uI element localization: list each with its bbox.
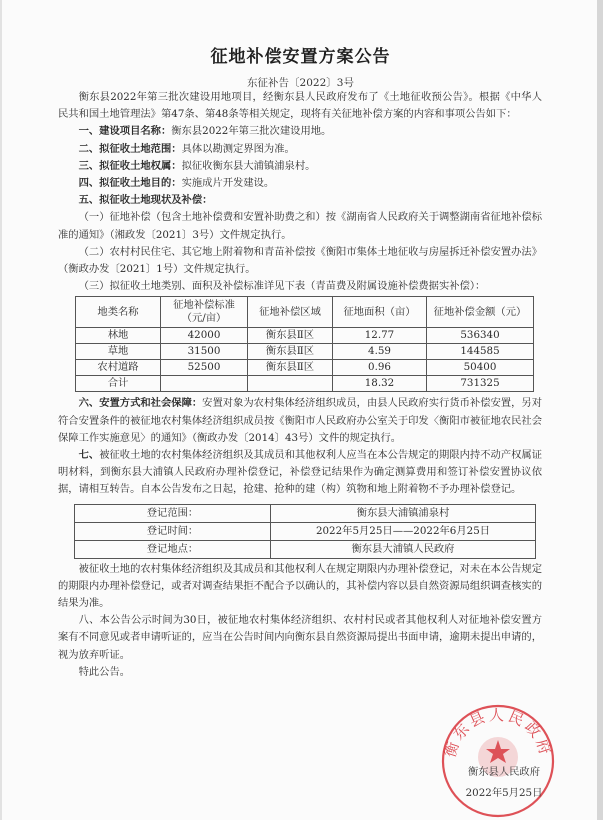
section-text: 被征收土地的农村集体经济组织及其成员和其他权利人应当在本公告规定的期限内持不动产权属证明材料，到衡东县大浦镇人民政府办理补偿登记，补偿登记结果作为确定测算费用和签订补偿安置协议依据，请相互转告。自本公告发布之日起，抢建、抢种的建（构）筑物和地上附着物不予办理补偿登记。 <box>58 449 543 496</box>
cell-total-amount: 731325 <box>427 376 534 392</box>
section-heading: 一、建设项目名称： <box>78 125 172 138</box>
compensation-table <box>75 296 534 392</box>
header-land-type: 地类名称 <box>76 297 161 328</box>
registration-value: 2022年5月25日——2022年6月25日 <box>271 522 536 540</box>
section-heading: 二、拟征收土地范围： <box>78 142 182 155</box>
section-text: 拟征收衡东县大浦镇浦泉村。 <box>181 159 316 172</box>
header-standard-line2: （元/亩） <box>181 312 227 325</box>
section-5 <box>58 192 542 209</box>
signature-issuer: 衡东县人民政府 <box>467 766 541 778</box>
section-8: 八、本公告公示时间为30日，被征地农村集体经济组织、农村村民或者其他权利人对征地补偿安置方案有不同意见或者申请听证的，应当在公告时间内向衡东县自然资源局提出书面申请，逾期未提出申请的，视为放弃听证。 <box>58 614 542 661</box>
cell-amount: 144585 <box>427 344 534 360</box>
cell-area: 0.96 <box>333 360 427 376</box>
cell-area: 4.59 <box>333 344 427 360</box>
cell-land-type: 草地 <box>76 344 161 360</box>
sub-item-2: （二）农村村民住宅、其它地上附着物和青苗补偿按《衡阳市集体土地征收与房屋拆迁补偿安置办法》（衡政办发〔2021〕1号）文件规定执行。 <box>58 245 542 276</box>
registration-value: 衡东县大浦镇浦泉村 <box>271 504 536 522</box>
section-text: 衡东县2022年第三批次建设用地。 <box>171 125 332 138</box>
cell-total-label: 合计 <box>76 376 161 392</box>
sub-item-3: （三）拟征收土地类别、面积及补偿标准详见下表（青苗费及附属设施补偿费据实补偿）： <box>78 280 486 293</box>
registration-value: 衡东县大浦镇人民政府 <box>271 540 536 558</box>
cell-standard: 31500 <box>161 344 248 360</box>
table-row <box>76 328 534 344</box>
registration-label: 登记范围： <box>75 504 271 522</box>
registration-label: 登记地点： <box>75 540 271 558</box>
registration-row <box>75 540 536 558</box>
table-total-row <box>76 376 534 392</box>
cell-standard <box>161 376 248 392</box>
header-standard <box>161 297 248 328</box>
header-amount: 征地补偿金额（元） <box>427 297 534 328</box>
document-number: 东征补告〔2022〕3号 <box>247 77 354 89</box>
registration-table <box>74 504 536 559</box>
section-6 <box>58 395 542 447</box>
document-title: 征地补偿安置方案公告 <box>210 47 391 67</box>
sub-item-1: （一）征地补偿（包含土地补偿费和安置补助费之和）按《湖南省人民政府关于调整湖南省征地补偿标准的通知》（湘政发〔2021〕3号）文件规定执行。 <box>58 211 542 241</box>
cell-standard: 52500 <box>161 360 248 376</box>
section-heading: 六、安置方式和社会保障： <box>78 397 203 410</box>
section-heading: 七、 <box>78 449 100 462</box>
section-text: 实施成片开发建设。 <box>181 177 275 190</box>
section-text: 具体以勘测定界图为准。 <box>181 142 295 155</box>
section-7 <box>58 447 542 499</box>
header-standard-line1: 征地补偿标准 <box>173 299 235 312</box>
after-registration-paragraph: 被征收土地的农村集体经济组织及其成员和其他权利人在规定期限内办理补偿登记，对未在本公告规定的期限内办理补偿登记，或者对调查结果拒不配合予以确认的，其补偿内容以县自然资源局组织调查核实的结果为准。 <box>58 562 542 610</box>
cell-total-area: 18.32 <box>333 376 427 392</box>
page-edge <box>597 0 603 820</box>
cell-land-type: 农村道路 <box>76 360 161 376</box>
cell-area: 12.77 <box>333 328 427 344</box>
table-row <box>76 360 534 376</box>
intro-paragraph: 衡东县2022年第三批次建设用地项目，经衡东县人民政府发布了《土地征收预公告》。根据《中华人民共和国土地管理法》第47条、第48条等相关规定，现将有关征地补偿方案的内容和事项公告如下： <box>58 91 542 121</box>
header-area: 征地面积（亩） <box>333 297 427 328</box>
official-seal-icon <box>439 702 557 820</box>
cell-amount: 536340 <box>427 328 534 344</box>
section-3 <box>58 158 542 175</box>
cell-region: 衡东县Ⅱ区 <box>248 328 333 344</box>
cell-amount: 50400 <box>427 360 534 376</box>
seal-text: 衡东县人民政府 <box>440 705 556 760</box>
cell-region: 衡东县Ⅱ区 <box>248 344 333 360</box>
document-body <box>58 89 542 681</box>
section-4 <box>58 175 542 192</box>
section-2 <box>58 141 542 158</box>
table-header-row <box>76 297 534 328</box>
cell-standard: 42000 <box>161 328 248 344</box>
section-1 <box>58 123 542 140</box>
registration-row <box>75 504 536 522</box>
cell-region <box>248 376 333 392</box>
cell-land-type: 林地 <box>76 328 161 344</box>
cell-region: 衡东县Ⅱ区 <box>248 360 333 376</box>
closing-text: 特此公告。 <box>78 665 131 678</box>
section-heading: 三、拟征收土地权属： <box>78 159 182 172</box>
table-row <box>76 344 534 360</box>
section-text: 安置对象为农村集体经济组织成员，由县人民政府实行货币补偿安置，另对符合安置条件的被征地农村集体经济组织成员按《衡阳市人民政府办公室关于印发〈衡阳市被征地农民社会保障工作实施意见〉的通知》（衡政办发〔2014〕43号）文件的规定执行。 <box>58 397 543 444</box>
section-heading: 四、拟征收土地目的： <box>78 177 182 190</box>
signature-date: 2022年5月25日 <box>465 787 543 799</box>
section-heading: 五、拟征收土地现状及补偿： <box>78 194 213 207</box>
svg-text:衡东县人民政府 <box>441 706 555 760</box>
registration-label: 登记时间： <box>75 522 271 540</box>
registration-row <box>75 522 536 540</box>
header-region: 征地补偿区域 <box>248 297 333 328</box>
